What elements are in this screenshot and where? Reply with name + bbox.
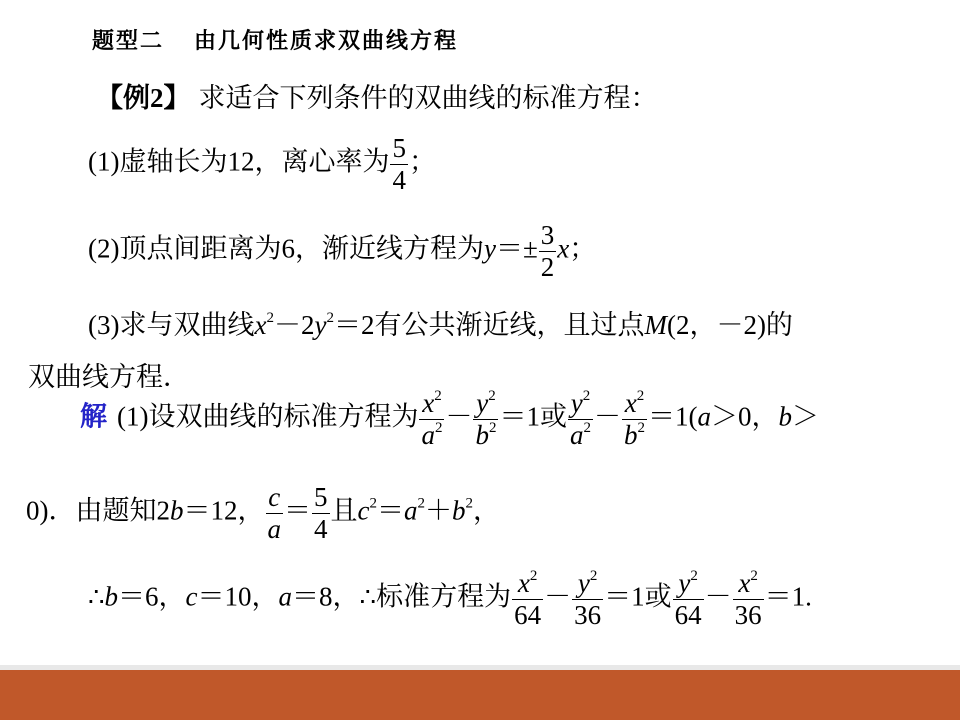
math-token: 2 <box>488 388 496 404</box>
fraction <box>733 570 764 629</box>
math-token: b <box>778 401 792 432</box>
math-token: a <box>421 420 435 450</box>
fraction <box>419 390 444 449</box>
math-token: M <box>644 310 667 340</box>
math-token: ＝12， <box>183 495 265 526</box>
fraction <box>673 570 704 629</box>
math-token: ； <box>569 233 597 264</box>
math-token: － <box>445 401 473 432</box>
solution-line-2 <box>26 484 500 543</box>
math-token: a <box>403 495 418 526</box>
fraction-5-4 <box>390 135 408 194</box>
fraction <box>473 390 498 449</box>
math-token: ＝ <box>376 495 404 526</box>
solution-line-3 <box>88 570 812 629</box>
example-line <box>96 85 658 112</box>
math-token: 标准方程为 <box>376 581 512 612</box>
math-token: 2 <box>417 495 425 512</box>
math-token: 2 <box>589 568 598 584</box>
math-token: 4 <box>392 165 406 195</box>
math-token: 2 <box>529 568 538 584</box>
math-token: 4 <box>314 514 328 544</box>
math-token: －2 <box>273 310 315 340</box>
math-token: 64 <box>674 600 702 630</box>
math-token: y <box>577 568 590 598</box>
math-token: x <box>738 568 751 598</box>
math-token: c <box>357 495 370 526</box>
footer-accent-bar <box>0 670 960 720</box>
condition-1 <box>88 135 436 194</box>
math-token: x <box>517 568 530 598</box>
condition-3-cont <box>28 364 190 391</box>
math-token: 2 <box>582 388 591 404</box>
solution-line-1 <box>80 390 819 449</box>
math-token: 2 <box>750 568 758 584</box>
math-token: 64 <box>514 600 542 630</box>
therefore-symbol: ∴ <box>88 582 105 612</box>
fraction <box>622 390 647 449</box>
math-token: b <box>623 420 638 450</box>
math-token: x <box>422 388 435 418</box>
math-token: (1)虚轴长为12，离心率为 <box>88 146 390 177</box>
fraction-3-2 <box>539 222 557 281</box>
math-token: ∴ <box>359 582 377 612</box>
math-token: a <box>697 401 711 432</box>
fraction <box>568 390 593 449</box>
math-token: y <box>476 388 489 418</box>
example-label: 【例2】 <box>96 83 191 113</box>
math-token: － <box>593 401 621 432</box>
math-token: ＞0， <box>710 401 779 432</box>
math-token: 2 <box>266 310 274 326</box>
math-token: 5 <box>392 133 406 163</box>
condition-2 <box>88 222 596 281</box>
math-token: ＝1( <box>647 401 698 432</box>
math-token: (1)设双曲线的标准方程为 <box>117 401 419 432</box>
math-token: 2 <box>326 310 334 326</box>
math-token: ， <box>472 495 500 526</box>
math-token: ＝8， <box>292 581 360 612</box>
math-token: b <box>451 495 466 526</box>
fraction <box>512 570 543 629</box>
math-token: a <box>569 420 584 450</box>
math-token: 2 <box>434 388 442 404</box>
solution-label: 解 <box>80 401 107 432</box>
math-token: y <box>314 310 327 340</box>
math-token: ＝1. <box>764 581 812 612</box>
heading-topic: 由几何性质求双曲线方程 <box>194 28 459 53</box>
math-token: ＝1或 <box>604 581 672 612</box>
math-token: c <box>185 581 198 612</box>
math-token: ＋ <box>424 495 452 526</box>
math-token: ＝1或 <box>499 401 567 432</box>
math-token: y <box>678 568 691 598</box>
fraction <box>266 484 284 543</box>
math-token: x <box>254 310 267 340</box>
math-token: y <box>483 233 496 264</box>
math-token: ＞ <box>791 401 819 432</box>
math-token: a <box>278 581 293 612</box>
math-token: ＝2有公共渐近线，且过点 <box>333 310 645 340</box>
math-token: 5 <box>314 482 328 512</box>
heading-type: 题型二 <box>92 28 165 53</box>
math-token: ＝ <box>284 495 311 526</box>
math-token: 2 <box>636 388 645 404</box>
math-token: (3)求与双曲线 <box>88 310 255 340</box>
math-token: 2 <box>488 420 497 436</box>
math-token: b <box>104 581 119 612</box>
math-token: 2 <box>465 495 473 512</box>
math-token: x <box>624 388 637 418</box>
math-token: 2 <box>434 420 443 436</box>
math-token: ＝10， <box>197 581 279 612</box>
math-token: b <box>475 420 489 450</box>
math-token: y <box>570 388 583 418</box>
math-token: 且 <box>330 495 358 526</box>
fraction <box>572 570 603 629</box>
example-prompt: 求适合下列条件的双曲线的标准方程： <box>198 83 658 113</box>
math-token: ； <box>408 146 436 177</box>
section-heading <box>92 30 458 52</box>
math-token: 3 <box>540 220 555 250</box>
math-token: a <box>267 514 281 544</box>
math-token: 2 <box>637 420 645 436</box>
fraction <box>312 484 330 543</box>
math-token: 2 <box>369 495 377 512</box>
math-token: － <box>544 581 572 612</box>
math-token: 2 <box>540 252 555 282</box>
math-token: 36 <box>734 600 762 630</box>
math-token: ＝± <box>495 233 538 264</box>
math-token: (2，－2)的 <box>666 310 793 340</box>
math-token: ＝6， <box>118 581 186 612</box>
math-token: － <box>704 581 732 612</box>
math-token: 2 <box>690 568 698 584</box>
math-token: c <box>268 482 281 512</box>
math-token: (2)顶点间距离为6，渐近线方程为 <box>88 233 484 264</box>
math-token: 双曲线方程． <box>28 362 190 392</box>
math-token: 0)．由题知2 <box>26 495 170 526</box>
condition-3 <box>88 312 793 339</box>
math-token: 2 <box>583 420 591 436</box>
math-token: 36 <box>574 600 602 630</box>
math-token: x <box>557 233 570 264</box>
math-token: b <box>170 495 184 526</box>
